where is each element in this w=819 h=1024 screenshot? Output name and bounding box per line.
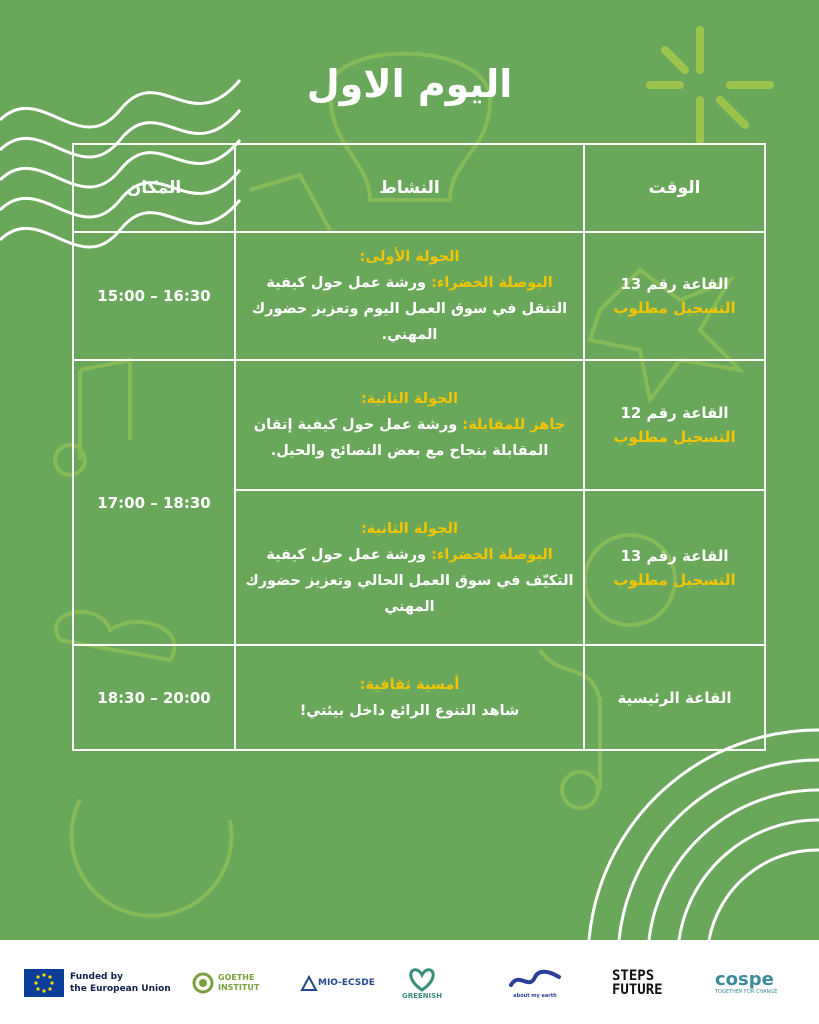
goethe-line2: INSTITUT [218, 983, 260, 992]
activity-title: الجولة الثانية: [361, 391, 458, 407]
room-label: القاعة رقم 13 [620, 275, 729, 293]
cospe-text: cospe [715, 969, 774, 990]
steps-future-logo [612, 958, 663, 1008]
greenish-text: GREENISH [402, 992, 443, 1000]
cospe-logo [715, 958, 777, 1008]
activity-lead: البوصلة الخضراء: [431, 546, 553, 563]
activity-cell [235, 645, 584, 750]
goethe-logo [192, 958, 259, 1008]
activity-lead: جاهز للمقابلة: [462, 417, 566, 433]
room-cell [584, 232, 765, 360]
eu-line2: the European Union [70, 984, 171, 994]
eu-line1: Funded by [70, 972, 123, 982]
greenish-icon [405, 966, 439, 992]
activity-title: الجولة الثانية: [361, 520, 458, 537]
mio-icon [300, 974, 318, 992]
registration-label: التسجيل مطلوب [613, 570, 736, 589]
earth-icon [505, 967, 565, 993]
table-row [73, 645, 765, 750]
goethe-line1: GOETHE [218, 973, 255, 982]
eu-flag-icon [24, 969, 64, 997]
registration-label: التسجيل مطلوب [613, 299, 736, 317]
cospe-sub: TOGETHER FOR CHANGE [715, 989, 778, 995]
sponsor-footer [0, 940, 819, 1024]
activity-title: الجولة الأولى: [359, 249, 460, 265]
mio-logo [300, 958, 375, 1008]
mio-text: MIO-ECSDE [318, 978, 375, 988]
table-header-row [73, 144, 765, 232]
activity-cell [235, 232, 584, 360]
registration-label: التسجيل مطلوب [613, 428, 736, 446]
eu-logo [24, 958, 171, 1008]
arc-5 [709, 850, 819, 940]
activity-cell [235, 360, 584, 490]
arc-3 [649, 790, 819, 940]
activity-text: ورشة عمل حول كيفية إتقان المقابلة بنجاح مع بعض النصائح والحيل. [253, 417, 549, 459]
goethe-icon [192, 972, 214, 994]
room-label: القاعة الرئيسية [617, 688, 732, 707]
table-row [73, 232, 765, 360]
table-row [73, 360, 765, 490]
about-text: about my earth [513, 993, 557, 999]
about-my-earth-logo [505, 958, 565, 1008]
header-place: المكان [73, 144, 235, 232]
header-activity: النشاط [235, 144, 584, 232]
room-label: القاعة رقم 12 [620, 404, 729, 422]
future-text: FUTURE [612, 982, 663, 998]
room-cell [584, 490, 765, 645]
hours-cell: 17:00 – 18:30 [73, 360, 235, 645]
room-label: القاعة رقم 13 [620, 546, 729, 565]
greenish-logo [402, 958, 442, 1008]
header-time: الوقت [584, 144, 765, 232]
page-title: اليوم الاول [306, 62, 513, 106]
room-cell [584, 360, 765, 490]
recycle-doodle [72, 800, 232, 916]
activity-title: أمسية ثقافية: [359, 676, 460, 693]
steps-text: STEPS [612, 968, 655, 984]
hours-cell: 15:00 – 16:30 [73, 232, 235, 360]
room-cell [584, 645, 765, 750]
schedule-table [72, 143, 766, 751]
activity-text: ورشة عمل حول كيفية التنقل في سوق العمل اليوم وتعزيز حضورك المهني. [251, 275, 568, 343]
activity-lead: البوصلة الخضراء: [431, 275, 553, 291]
activity-text: ورشة عمل حول كيفية التكيّف في سوق العمل الحالي وتعزيز حضورك المهني [245, 546, 574, 615]
hours-cell: 18:30 – 20:00 [73, 645, 235, 750]
activity-text: شاهد التنوع الرائع داخل بيئتي! [299, 702, 520, 719]
activity-cell [235, 490, 584, 645]
